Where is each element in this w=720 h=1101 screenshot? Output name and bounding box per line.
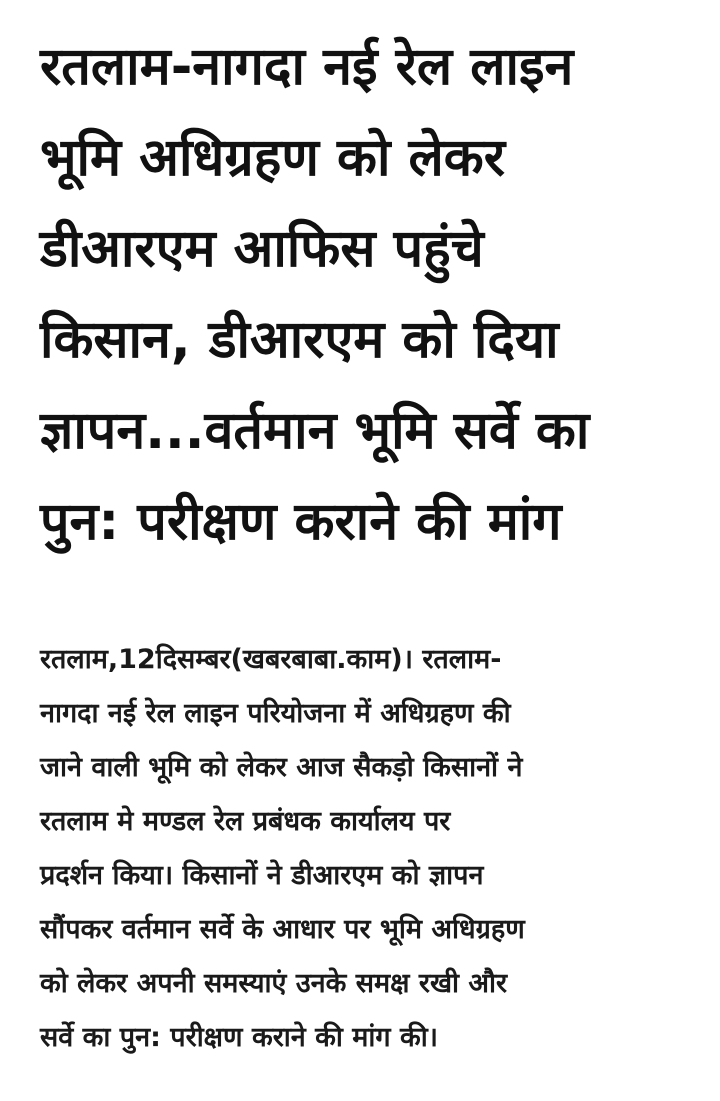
news-article [40, 22, 690, 568]
article-body [40, 633, 690, 1065]
body-line: जाने वाली भूमि को लेकर आज सैकड़ो किसानों ने [40, 752, 523, 783]
headline-line: पुन: परीक्षण कराने की मांग [40, 492, 562, 552]
body-line: सौंपकर वर्तमान सर्वे के आधार पर भूमि अधिग्रहण [40, 914, 525, 945]
headline-line: भूमि अधिग्रहण को लेकर [40, 128, 506, 188]
body-line: को लेकर अपनी समस्याएं उनके समक्ष रखी और [40, 968, 508, 999]
headline-line: डीआरएम आफिस पहुंचे [40, 219, 484, 279]
body-line: नागदा नई रेल लाइन परियोजना में अधिग्रहण की [40, 698, 511, 729]
article-headline [40, 22, 690, 568]
headline-line: रतलाम-नागदा नई रेल लाइन [40, 37, 574, 97]
body-line: प्रदर्शन किया। किसानों ने डीआरएम को ज्ञापन [40, 860, 484, 891]
body-line: सर्वे का पुन: परीक्षण कराने की मांग की। [40, 1022, 438, 1053]
headline-line: ज्ञापन...वर्तमान भूमि सर्वे का [40, 401, 590, 461]
body-line: रतलाम,12दिसम्बर(खबरबाबा.काम)। रतलाम- [40, 644, 502, 675]
body-line: रतलाम मे मण्डल रेल प्रबंधक कार्यालय पर [40, 806, 451, 837]
headline-line: किसान, डीआरएम को दिया [40, 310, 559, 370]
